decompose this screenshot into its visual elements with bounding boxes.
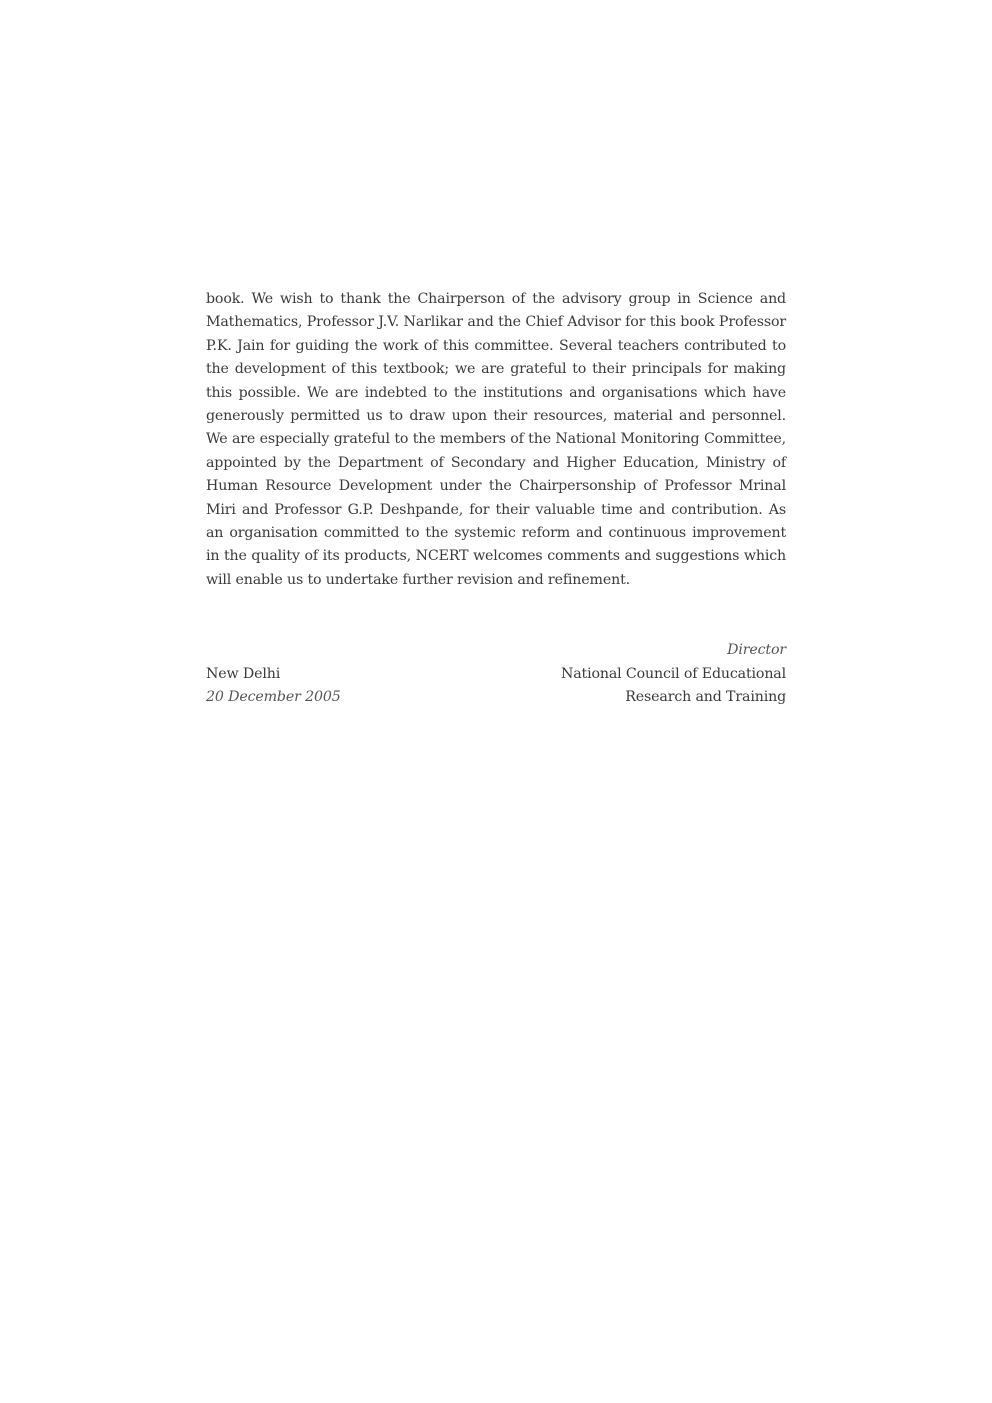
place-date-block bbox=[206, 663, 341, 710]
document-page bbox=[206, 288, 786, 710]
organisation-line-1: National Council of Educational bbox=[560, 665, 786, 682]
signatory-block bbox=[561, 639, 786, 709]
body-paragraph: book. We wish to thank the Chairperson of the advisory group in Science and Mathematics, Professor J.V. Narlikar and the Chief Advisor for this book Professor P.K. Jain for guiding the work of this committee. Several teachers contributed to the development of this textbook; we are grateful to their principals for making this possible. We are indebted to the institutions and organisations which have generously permitted us to draw upon their resources, material and personnel. We are especially grateful to the members of the National Monitoring Committee, appointed by the Department of Secondary and Higher Education, Ministry of Human Resource Development under the Chairpersonship of Professor Mrinal Miri and Professor G.P. Deshpande, for their valuable time and contribution. As an organisation committed to the systemic reform and continuous improvement in the quality of its products, NCERT welcomes comments and suggestions which will enable us to undertake further revision and refinement. bbox=[206, 291, 786, 588]
place-text: New Delhi bbox=[206, 665, 281, 682]
role-text: Director bbox=[727, 642, 786, 659]
date-text: 20 December 2005 bbox=[206, 689, 341, 706]
signature-block bbox=[206, 639, 786, 709]
organisation-line-2: Research and Training bbox=[625, 689, 786, 706]
